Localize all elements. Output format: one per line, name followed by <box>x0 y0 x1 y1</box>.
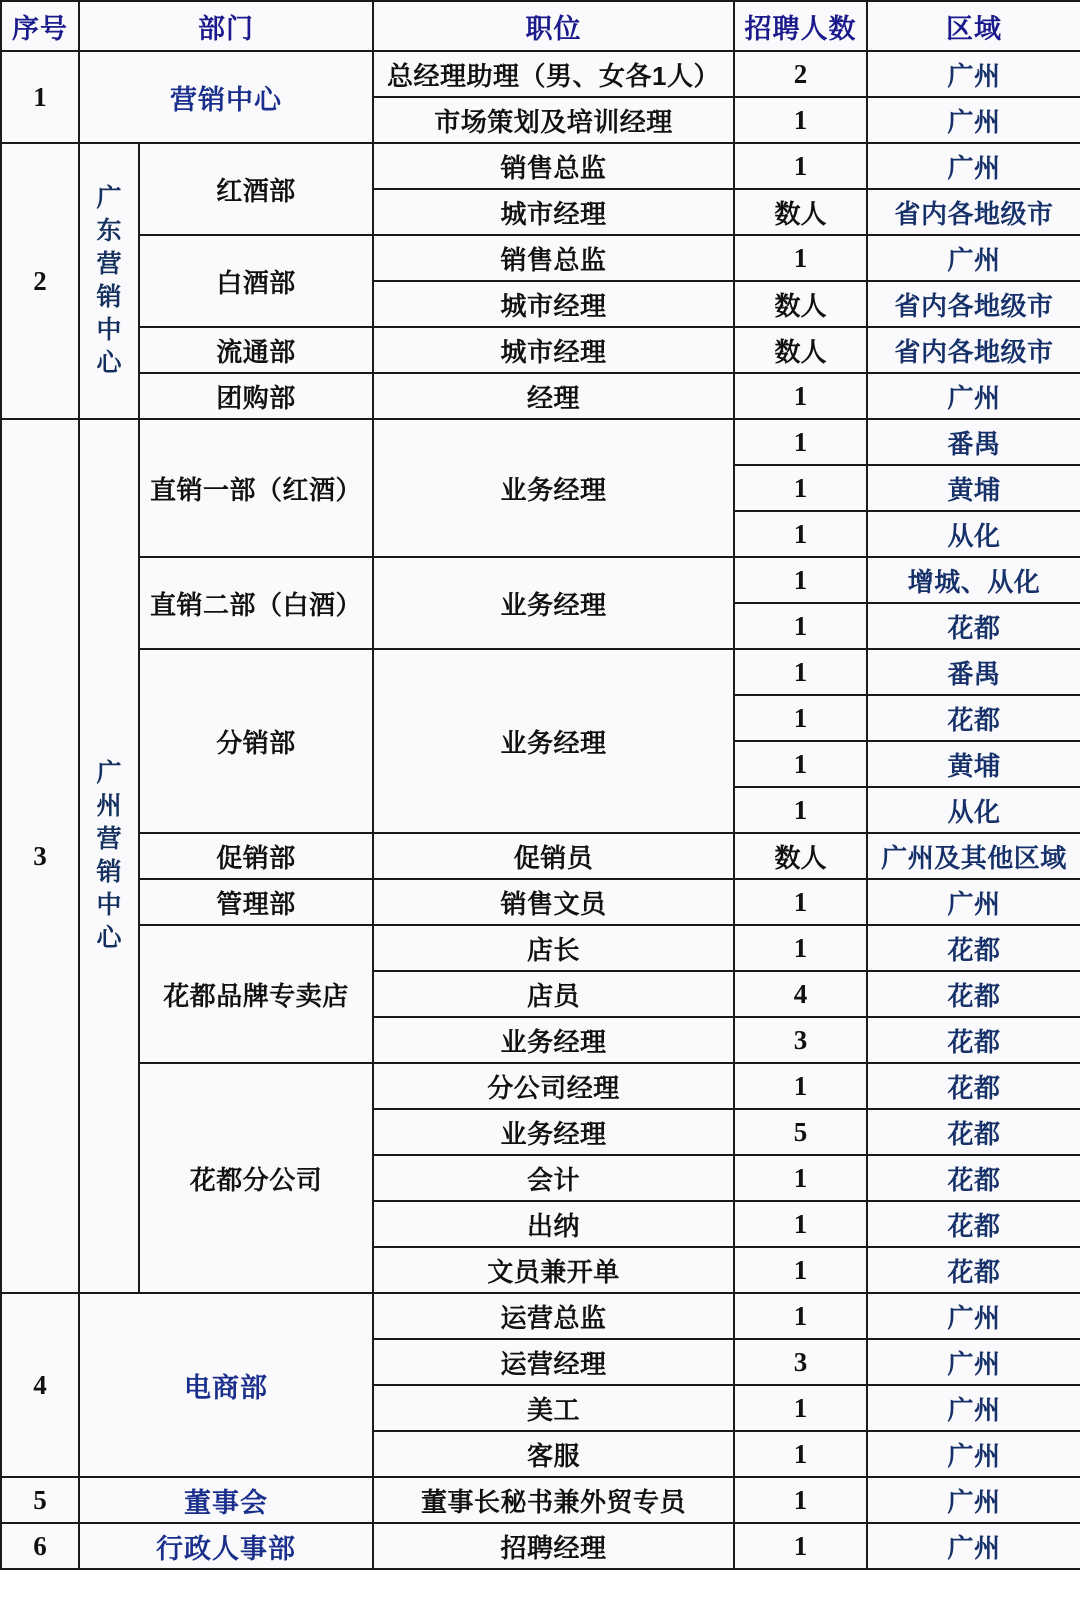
headcount-cell: 1 <box>734 1431 867 1477</box>
area-cell: 广州及其他区域 <box>867 833 1080 879</box>
table-header <box>1 1 1080 51</box>
position-cell: 业务经理 <box>373 1017 734 1063</box>
area-cell: 花都 <box>867 971 1080 1017</box>
area-cell: 广州 <box>867 235 1080 281</box>
area-cell: 省内各地级市 <box>867 327 1080 373</box>
header-cell-count: 招聘人数 <box>734 1 867 51</box>
area-cell: 花都 <box>867 1063 1080 1109</box>
table-body <box>1 51 1080 1569</box>
area-cell: 花都 <box>867 695 1080 741</box>
area-cell: 花都 <box>867 925 1080 971</box>
headcount-cell: 1 <box>734 603 867 649</box>
table-row <box>1 879 1080 925</box>
header-row <box>1 1 1080 51</box>
area-cell: 增城、从化 <box>867 557 1080 603</box>
vertical-department-label <box>79 419 139 1293</box>
vertical-label-text: 广州营销中心 <box>96 759 122 952</box>
position-cell: 业务经理 <box>373 1109 734 1155</box>
position-cell: 促销员 <box>373 833 734 879</box>
position-cell: 销售总监 <box>373 235 734 281</box>
area-cell: 广州 <box>867 97 1080 143</box>
table-row <box>1 327 1080 373</box>
sub-department-cell: 团购部 <box>139 373 373 419</box>
sub-department-cell: 白酒部 <box>139 235 373 327</box>
headcount-cell: 数人 <box>734 833 867 879</box>
position-cell: 店员 <box>373 971 734 1017</box>
header-cell-seq: 序号 <box>1 1 79 51</box>
area-cell: 广州 <box>867 373 1080 419</box>
position-cell: 城市经理 <box>373 189 734 235</box>
headcount-cell: 1 <box>734 373 867 419</box>
position-cell: 文员兼开单 <box>373 1247 734 1293</box>
position-cell: 业务经理 <box>373 649 734 833</box>
sub-department-cell: 直销一部（红酒） <box>139 419 373 557</box>
sub-department-cell: 促销部 <box>139 833 373 879</box>
headcount-cell: 1 <box>734 557 867 603</box>
table-row <box>1 373 1080 419</box>
headcount-cell: 1 <box>734 649 867 695</box>
area-cell: 花都 <box>867 1201 1080 1247</box>
vertical-department-label <box>79 143 139 419</box>
headcount-cell: 1 <box>734 1247 867 1293</box>
headcount-cell: 1 <box>734 1523 867 1569</box>
area-cell: 黄埔 <box>867 465 1080 511</box>
position-cell: 出纳 <box>373 1201 734 1247</box>
table-row <box>1 557 1080 603</box>
table-row <box>1 1523 1080 1569</box>
headcount-cell: 5 <box>734 1109 867 1155</box>
headcount-cell: 1 <box>734 1201 867 1247</box>
headcount-cell: 1 <box>734 419 867 465</box>
position-cell: 运营总监 <box>373 1293 734 1339</box>
area-cell: 花都 <box>867 603 1080 649</box>
table-row <box>1 235 1080 281</box>
table-row <box>1 51 1080 97</box>
sub-department-cell: 流通部 <box>139 327 373 373</box>
vertical-label-text: 广东营销中心 <box>96 184 122 377</box>
headcount-cell: 1 <box>734 1063 867 1109</box>
position-cell: 客服 <box>373 1431 734 1477</box>
position-cell: 运营经理 <box>373 1339 734 1385</box>
area-cell: 广州 <box>867 143 1080 189</box>
seq-cell-5: 5 <box>1 1477 79 1523</box>
seq-cell-6: 6 <box>1 1523 79 1569</box>
sub-department-cell: 直销二部（白酒） <box>139 557 373 649</box>
sub-department-cell: 花都品牌专卖店 <box>139 925 373 1063</box>
department-cell: 电商部 <box>79 1293 373 1477</box>
table-row <box>1 649 1080 695</box>
position-cell: 市场策划及培训经理 <box>373 97 734 143</box>
headcount-cell: 1 <box>734 787 867 833</box>
headcount-cell: 1 <box>734 1385 867 1431</box>
seq-cell-3: 3 <box>1 419 79 1293</box>
area-cell: 省内各地级市 <box>867 189 1080 235</box>
sub-department-cell: 分销部 <box>139 649 373 833</box>
seq-cell-2: 2 <box>1 143 79 419</box>
table-row <box>1 419 1080 465</box>
sub-department-cell: 管理部 <box>139 879 373 925</box>
headcount-cell: 3 <box>734 1017 867 1063</box>
table-row <box>1 1477 1080 1523</box>
position-cell: 董事长秘书兼外贸专员 <box>373 1477 734 1523</box>
seq-cell-1: 1 <box>1 51 79 143</box>
area-cell: 广州 <box>867 1523 1080 1569</box>
headcount-cell: 1 <box>734 143 867 189</box>
position-cell: 业务经理 <box>373 419 734 557</box>
department-cell: 营销中心 <box>79 51 373 143</box>
area-cell: 花都 <box>867 1155 1080 1201</box>
table-row <box>1 1293 1080 1339</box>
headcount-cell: 数人 <box>734 327 867 373</box>
position-cell: 店长 <box>373 925 734 971</box>
position-cell: 销售文员 <box>373 879 734 925</box>
headcount-cell: 1 <box>734 465 867 511</box>
position-cell: 销售总监 <box>373 143 734 189</box>
area-cell: 广州 <box>867 1431 1080 1477</box>
headcount-cell: 4 <box>734 971 867 1017</box>
table-row <box>1 833 1080 879</box>
headcount-cell: 1 <box>734 97 867 143</box>
header-cell-area: 区域 <box>867 1 1080 51</box>
table-row <box>1 1063 1080 1109</box>
department-cell: 董事会 <box>79 1477 373 1523</box>
header-cell-pos: 职位 <box>373 1 734 51</box>
area-cell: 从化 <box>867 511 1080 557</box>
area-cell: 黄埔 <box>867 741 1080 787</box>
headcount-cell: 数人 <box>734 281 867 327</box>
headcount-cell: 2 <box>734 51 867 97</box>
area-cell: 广州 <box>867 1293 1080 1339</box>
position-cell: 经理 <box>373 373 734 419</box>
area-cell: 广州 <box>867 51 1080 97</box>
area-cell: 广州 <box>867 1339 1080 1385</box>
area-cell: 番禺 <box>867 419 1080 465</box>
department-cell: 行政人事部 <box>79 1523 373 1569</box>
position-cell: 会计 <box>373 1155 734 1201</box>
position-cell: 招聘经理 <box>373 1523 734 1569</box>
headcount-cell: 1 <box>734 511 867 557</box>
position-cell: 业务经理 <box>373 557 734 649</box>
headcount-cell: 1 <box>734 235 867 281</box>
table-row <box>1 143 1080 189</box>
sub-department-cell: 花都分公司 <box>139 1063 373 1293</box>
position-cell: 城市经理 <box>373 327 734 373</box>
area-cell: 广州 <box>867 879 1080 925</box>
position-cell: 美工 <box>373 1385 734 1431</box>
seq-cell-4: 4 <box>1 1293 79 1477</box>
headcount-cell: 1 <box>734 1477 867 1523</box>
area-cell: 花都 <box>867 1017 1080 1063</box>
area-cell: 花都 <box>867 1109 1080 1155</box>
header-cell-dept: 部门 <box>79 1 373 51</box>
headcount-cell: 数人 <box>734 189 867 235</box>
position-cell: 总经理助理（男、女各1人） <box>373 51 734 97</box>
position-cell: 分公司经理 <box>373 1063 734 1109</box>
area-cell: 广州 <box>867 1477 1080 1523</box>
area-cell: 花都 <box>867 1247 1080 1293</box>
sub-department-cell: 红酒部 <box>139 143 373 235</box>
table-row <box>1 925 1080 971</box>
position-cell: 城市经理 <box>373 281 734 327</box>
headcount-cell: 1 <box>734 741 867 787</box>
area-cell: 省内各地级市 <box>867 281 1080 327</box>
headcount-cell: 1 <box>734 695 867 741</box>
area-cell: 广州 <box>867 1385 1080 1431</box>
headcount-cell: 1 <box>734 1293 867 1339</box>
area-cell: 从化 <box>867 787 1080 833</box>
headcount-cell: 1 <box>734 925 867 971</box>
headcount-cell: 1 <box>734 879 867 925</box>
headcount-cell: 1 <box>734 1155 867 1201</box>
area-cell: 番禺 <box>867 649 1080 695</box>
headcount-cell: 3 <box>734 1339 867 1385</box>
